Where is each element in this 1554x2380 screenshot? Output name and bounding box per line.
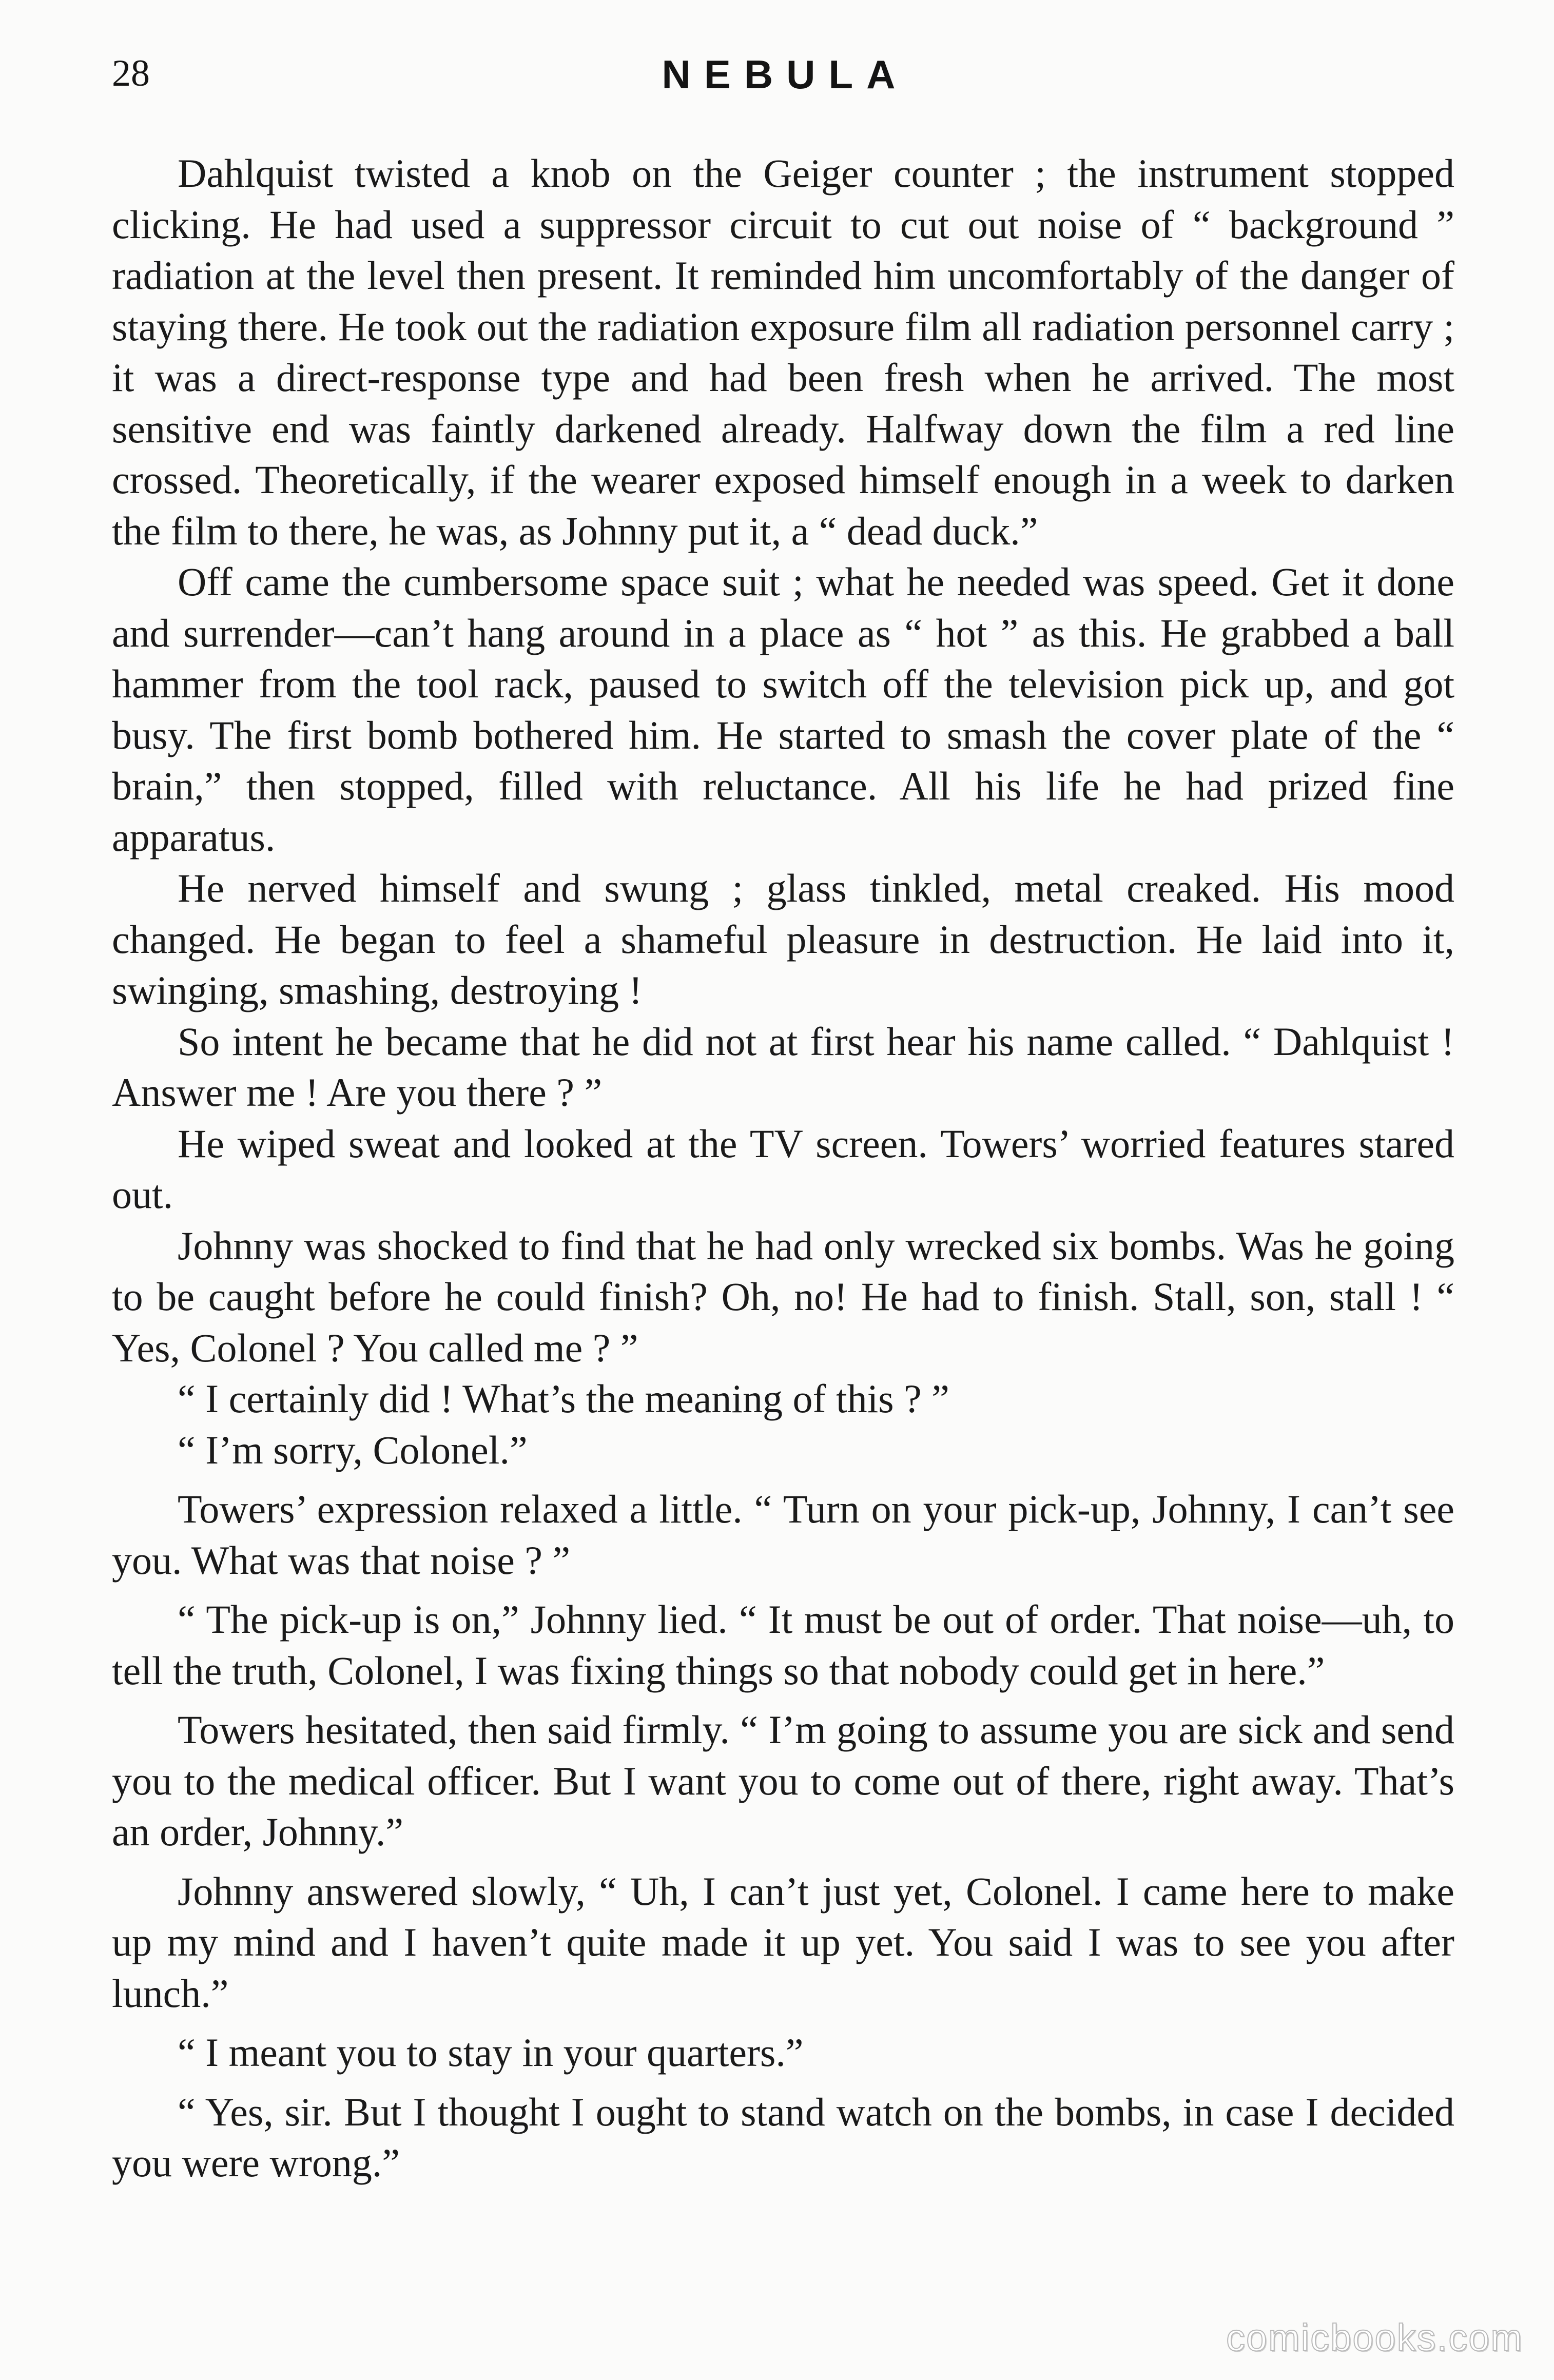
paragraph: Towers’ expression relaxed a little. “ Turn on your pick-up, Johnny, I can’t see you. What was that noise ? ” [112, 1487, 1454, 1583]
paragraph: “ I certainly did ! What’s the meaning of this ? ” [178, 1376, 949, 1421]
site-watermark: comicbooks.com [1226, 2316, 1523, 2359]
paragraph: So intent he became that he did not at first hear his name called. “ Dahlquist ! Answer me ! Are you there ? ” [112, 1019, 1454, 1115]
paragraph: Towers hesitated, then said firmly. “ I’m going to assume you are sick and send you to the medical officer. But I want you to come out of there, right away. That’s an order, Johnny.” [112, 1707, 1454, 1854]
paragraph: “ The pick-up is on,” Johnny lied. “ It must be out of order. That noise—uh, to tell the truth, Colonel, I was fixing things so that nobody could get in here.” [112, 1597, 1454, 1693]
paragraph: Johnny was shocked to find that he had only wrecked six bombs. Was he going to be caught before he could finish? Oh, no! He had to finish. Stall, son, stall ! “ Yes, Colonel ? You called me ? ” [112, 1223, 1454, 1370]
story-text [112, 148, 1454, 2189]
paragraph: Off came the cumbersome space suit ; what he needed was speed. Get it done and surrender—can’t hang around in a place as “ hot ” as this. He grabbed a ball hammer from the tool rack, paused to switch off the television pick up, and got busy. The first bomb bothered him. He started to smash the cover plate of the “ brain,” then stopped, filled with reluctance. All his life he had prized fine apparatus. [112, 559, 1454, 860]
running-head [112, 47, 1459, 109]
paragraph: Dahlquist twisted a knob on the Geiger counter ; the instrument stopped clicking. He had used a suppressor circuit to cut out noise of “ background ” radiation at the level then present. It reminded him uncomfortably of the danger of staying there. He took out the radiation exposure film all radiation personnel carry ; it was a direct-response type and had been fresh when he arrived. The most sensitive end was faintly darkened already. Halfway down the film a red line crossed. Theoretically, if the wearer exposed himself enough in a week to darken the film to there, he was, as Johnny put it, a “ dead duck.” [112, 151, 1454, 553]
paragraph: “ Yes, sir. But I thought I ought to stand watch on the bombs, in case I decided you were wrong.” [112, 2089, 1454, 2185]
magazine-title: NEBULA [662, 52, 909, 97]
paragraph: Johnny answered slowly, “ Uh, I can’t just yet, Colonel. I came here to make up my mind and I haven’t quite made it up yet. You said I was to see you after lunch.” [112, 1868, 1454, 2016]
paragraph: He wiped sweat and looked at the TV screen. Towers’ worried features stared out. [112, 1121, 1454, 1217]
paragraph: “ I’m sorry, Colonel.” [178, 1427, 528, 1472]
paragraph: He nerved himself and swung ; glass tinkled, metal creaked. His mood changed. He began to feel a shameful pleasure in destruction. He laid into it, swinging, smashing, destroying ! [112, 866, 1454, 1012]
paragraph: “ I meant you to stay in your quarters.” [178, 2030, 804, 2075]
page-number: 28 [112, 52, 150, 94]
